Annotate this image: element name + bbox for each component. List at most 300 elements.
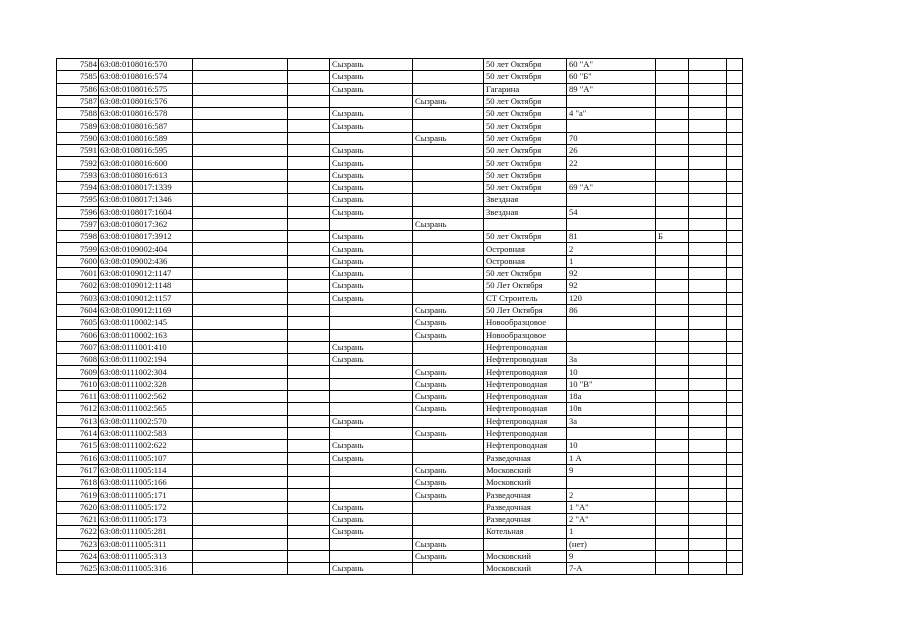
empty-cell [288, 513, 330, 525]
empty-cell [727, 550, 743, 562]
cadastral-number-cell: 63:08:0108016:587 [99, 120, 193, 132]
row-number-cell: 7606 [57, 329, 99, 341]
street-cell: 50 Лет Октября [484, 280, 567, 292]
row-number-cell: 7601 [57, 268, 99, 280]
house-number-cell: 3а [567, 354, 656, 366]
city-cell: Сызрань [330, 59, 413, 71]
table-row [57, 145, 743, 157]
empty-cell [288, 268, 330, 280]
empty-cell [288, 157, 330, 169]
table-row [57, 464, 743, 476]
table-body [57, 59, 743, 575]
table-row [57, 403, 743, 415]
table-row [57, 243, 743, 255]
settlement-cell [413, 268, 484, 280]
empty-cell [689, 366, 727, 378]
row-number-cell: 7611 [57, 391, 99, 403]
house-number-cell: 9 [567, 550, 656, 562]
empty-cell [288, 526, 330, 538]
table-row [57, 563, 743, 575]
empty-cell [193, 292, 288, 304]
house-number-cell: 3а [567, 415, 656, 427]
empty-cell [193, 181, 288, 193]
building-letter-cell [656, 477, 689, 489]
empty-cell [193, 526, 288, 538]
city-cell: Сызрань [330, 513, 413, 525]
empty-cell [727, 120, 743, 132]
empty-cell [727, 268, 743, 280]
street-cell: 50 лет Октября [484, 231, 567, 243]
cadastral-number-cell: 63:08:0108016:575 [99, 83, 193, 95]
house-number-cell: 60 "Б" [567, 71, 656, 83]
cadastral-number-cell: 63:08:0108017:1604 [99, 206, 193, 218]
street-cell: Нефтепроводная [484, 440, 567, 452]
settlement-cell: Сызрань [413, 218, 484, 230]
row-number-cell: 7605 [57, 317, 99, 329]
street-cell: Разведочная [484, 501, 567, 513]
building-letter-cell [656, 120, 689, 132]
settlement-cell: Сызрань [413, 489, 484, 501]
cadastral-number-cell: 63:08:0111005:281 [99, 526, 193, 538]
city-cell: Сызрань [330, 71, 413, 83]
row-number-cell: 7620 [57, 501, 99, 513]
house-number-cell: 2 "А" [567, 513, 656, 525]
city-cell [330, 304, 413, 316]
cadastral-number-cell: 63:08:0108017:1346 [99, 194, 193, 206]
empty-cell [689, 157, 727, 169]
row-number-cell: 7586 [57, 83, 99, 95]
table-row [57, 378, 743, 390]
street-cell: Нефтепроводная [484, 378, 567, 390]
empty-cell [689, 317, 727, 329]
empty-cell [689, 464, 727, 476]
empty-cell [689, 181, 727, 193]
empty-cell [727, 108, 743, 120]
empty-cell [689, 95, 727, 107]
cadastral-number-cell: 63:08:0111005:316 [99, 563, 193, 575]
empty-cell [193, 489, 288, 501]
house-number-cell [567, 218, 656, 230]
cadastral-number-cell: 63:08:0108016:574 [99, 71, 193, 83]
settlement-cell [413, 181, 484, 193]
building-letter-cell [656, 83, 689, 95]
city-cell [330, 550, 413, 562]
cadastral-number-cell: 63:08:0110002:163 [99, 329, 193, 341]
row-number-cell: 7613 [57, 415, 99, 427]
row-number-cell: 7585 [57, 71, 99, 83]
building-letter-cell [656, 378, 689, 390]
row-number-cell: 7600 [57, 255, 99, 267]
empty-cell [288, 538, 330, 550]
city-cell [330, 477, 413, 489]
settlement-cell [413, 231, 484, 243]
row-number-cell: 7612 [57, 403, 99, 415]
empty-cell [193, 329, 288, 341]
row-number-cell: 7593 [57, 169, 99, 181]
street-cell [484, 538, 567, 550]
empty-cell [193, 120, 288, 132]
empty-cell [288, 206, 330, 218]
empty-cell [689, 538, 727, 550]
row-number-cell: 7589 [57, 120, 99, 132]
empty-cell [727, 292, 743, 304]
row-number-cell: 7618 [57, 477, 99, 489]
table-row [57, 526, 743, 538]
settlement-cell [413, 83, 484, 95]
empty-cell [193, 403, 288, 415]
table-row [57, 157, 743, 169]
empty-cell [288, 378, 330, 390]
house-number-cell: 10 "В" [567, 378, 656, 390]
cadastral-number-cell: 63:08:0111005:166 [99, 477, 193, 489]
table-row [57, 501, 743, 513]
building-letter-cell [656, 329, 689, 341]
empty-cell [288, 501, 330, 513]
empty-cell [727, 231, 743, 243]
settlement-cell [413, 120, 484, 132]
city-cell: Сызрань [330, 120, 413, 132]
building-letter-cell [656, 550, 689, 562]
empty-cell [727, 181, 743, 193]
empty-cell [727, 378, 743, 390]
building-letter-cell [656, 513, 689, 525]
table-row [57, 132, 743, 144]
cadastral-number-cell: 63:08:0108016:600 [99, 157, 193, 169]
empty-cell [288, 477, 330, 489]
table-row [57, 317, 743, 329]
empty-cell [727, 477, 743, 489]
city-cell: Сызрань [330, 243, 413, 255]
row-number-cell: 7602 [57, 280, 99, 292]
city-cell: Сызрань [330, 501, 413, 513]
empty-cell [689, 145, 727, 157]
table-row [57, 489, 743, 501]
house-number-cell [567, 329, 656, 341]
building-letter-cell [656, 255, 689, 267]
street-cell: 50 лет Октября [484, 132, 567, 144]
empty-cell [689, 526, 727, 538]
building-letter-cell [656, 157, 689, 169]
house-number-cell: 22 [567, 157, 656, 169]
settlement-cell [413, 501, 484, 513]
house-number-cell: 2 [567, 489, 656, 501]
empty-cell [193, 341, 288, 353]
empty-cell [689, 489, 727, 501]
empty-cell [193, 194, 288, 206]
empty-cell [689, 477, 727, 489]
empty-cell [193, 501, 288, 513]
table-row [57, 427, 743, 439]
empty-cell [288, 194, 330, 206]
building-letter-cell [656, 132, 689, 144]
cadastral-number-cell: 63:08:0111002:622 [99, 440, 193, 452]
street-cell: Гагарина [484, 83, 567, 95]
row-number-cell: 7616 [57, 452, 99, 464]
empty-cell [689, 452, 727, 464]
empty-cell [193, 550, 288, 562]
empty-cell [288, 427, 330, 439]
empty-cell [689, 280, 727, 292]
row-number-cell: 7621 [57, 513, 99, 525]
empty-cell [193, 108, 288, 120]
street-cell: Московский [484, 563, 567, 575]
empty-cell [727, 169, 743, 181]
city-cell: Сызрань [330, 440, 413, 452]
settlement-cell: Сызрань [413, 538, 484, 550]
empty-cell [288, 489, 330, 501]
street-cell: Разведочная [484, 489, 567, 501]
building-letter-cell [656, 292, 689, 304]
house-number-cell: 10в [567, 403, 656, 415]
cadastral-number-cell: 63:08:0108016:595 [99, 145, 193, 157]
settlement-cell [413, 157, 484, 169]
table-row [57, 231, 743, 243]
empty-cell [193, 59, 288, 71]
cadastral-number-cell: 63:08:0111001:410 [99, 341, 193, 353]
building-letter-cell [656, 391, 689, 403]
city-cell [330, 427, 413, 439]
building-letter-cell [656, 108, 689, 120]
house-number-cell: 1 "А" [567, 501, 656, 513]
building-letter-cell [656, 501, 689, 513]
street-cell: 50 лет Октября [484, 181, 567, 193]
empty-cell [689, 501, 727, 513]
table-row [57, 415, 743, 427]
city-cell: Сызрань [330, 280, 413, 292]
empty-cell [689, 329, 727, 341]
row-number-cell: 7604 [57, 304, 99, 316]
empty-cell [689, 440, 727, 452]
row-number-cell: 7596 [57, 206, 99, 218]
cadastral-number-cell: 63:08:0108016:576 [99, 95, 193, 107]
house-number-cell: 54 [567, 206, 656, 218]
cadastral-number-cell: 63:08:0111005:107 [99, 452, 193, 464]
street-cell: Звездная [484, 206, 567, 218]
empty-cell [288, 71, 330, 83]
empty-cell [689, 132, 727, 144]
table-row [57, 391, 743, 403]
street-cell: Московский [484, 477, 567, 489]
street-cell: Московский [484, 550, 567, 562]
empty-cell [193, 538, 288, 550]
empty-cell [193, 378, 288, 390]
empty-cell [193, 513, 288, 525]
table-row [57, 181, 743, 193]
table-row [57, 218, 743, 230]
settlement-cell [413, 206, 484, 218]
empty-cell [193, 354, 288, 366]
empty-cell [727, 452, 743, 464]
cadastral-number-cell: 63:08:0111002:583 [99, 427, 193, 439]
empty-cell [193, 255, 288, 267]
empty-cell [288, 317, 330, 329]
street-cell: Островная [484, 255, 567, 267]
house-number-cell [567, 169, 656, 181]
table-row [57, 71, 743, 83]
empty-cell [193, 132, 288, 144]
row-number-cell: 7617 [57, 464, 99, 476]
row-number-cell: 7597 [57, 218, 99, 230]
street-cell: Московский [484, 464, 567, 476]
empty-cell [193, 477, 288, 489]
table-row [57, 206, 743, 218]
city-cell [330, 489, 413, 501]
house-number-cell: 10 [567, 366, 656, 378]
house-number-cell: 92 [567, 280, 656, 292]
street-cell: Нефтепроводная [484, 354, 567, 366]
empty-cell [689, 108, 727, 120]
empty-cell [689, 304, 727, 316]
building-letter-cell [656, 71, 689, 83]
row-number-cell: 7622 [57, 526, 99, 538]
row-number-cell: 7625 [57, 563, 99, 575]
building-letter-cell [656, 95, 689, 107]
empty-cell [288, 366, 330, 378]
street-cell: 50 лет Октября [484, 157, 567, 169]
empty-cell [689, 403, 727, 415]
city-cell: Сызрань [330, 268, 413, 280]
empty-cell [727, 243, 743, 255]
city-cell [330, 132, 413, 144]
empty-cell [193, 206, 288, 218]
empty-cell [689, 550, 727, 562]
street-cell: 50 лет Октября [484, 145, 567, 157]
building-letter-cell [656, 317, 689, 329]
cadastral-number-cell: 63:08:0111002:565 [99, 403, 193, 415]
building-letter-cell [656, 194, 689, 206]
city-cell [330, 378, 413, 390]
street-cell: Островная [484, 243, 567, 255]
settlement-cell [413, 59, 484, 71]
empty-cell [288, 59, 330, 71]
empty-cell [727, 95, 743, 107]
empty-cell [727, 513, 743, 525]
city-cell: Сызрань [330, 194, 413, 206]
row-number-cell: 7619 [57, 489, 99, 501]
street-cell: 50 лет Октября [484, 59, 567, 71]
table-row [57, 95, 743, 107]
building-letter-cell [656, 563, 689, 575]
table-row [57, 59, 743, 71]
table-row [57, 108, 743, 120]
street-cell: Нефтепроводная [484, 427, 567, 439]
empty-cell [689, 513, 727, 525]
house-number-cell [567, 194, 656, 206]
table-row [57, 538, 743, 550]
empty-cell [727, 304, 743, 316]
street-cell: Новообразцовое [484, 329, 567, 341]
house-number-cell: 26 [567, 145, 656, 157]
house-number-cell: 120 [567, 292, 656, 304]
empty-cell [727, 218, 743, 230]
settlement-cell: Сызрань [413, 329, 484, 341]
empty-cell [689, 59, 727, 71]
empty-cell [689, 415, 727, 427]
cadastral-number-cell: 63:08:0111005:313 [99, 550, 193, 562]
empty-cell [193, 169, 288, 181]
house-number-cell: 7-А [567, 563, 656, 575]
empty-cell [288, 341, 330, 353]
empty-cell [288, 120, 330, 132]
city-cell: Сызрань [330, 157, 413, 169]
empty-cell [689, 563, 727, 575]
empty-cell [288, 550, 330, 562]
empty-cell [727, 255, 743, 267]
building-letter-cell [656, 145, 689, 157]
cadastral-number-cell: 63:08:0111005:172 [99, 501, 193, 513]
empty-cell [727, 280, 743, 292]
city-cell: Сызрань [330, 452, 413, 464]
row-number-cell: 7584 [57, 59, 99, 71]
empty-cell [288, 255, 330, 267]
street-cell: 50 лет Октября [484, 120, 567, 132]
house-number-cell [567, 120, 656, 132]
empty-cell [727, 366, 743, 378]
empty-cell [193, 563, 288, 575]
settlement-cell [413, 243, 484, 255]
city-cell: Сызрань [330, 231, 413, 243]
table-row [57, 440, 743, 452]
empty-cell [727, 83, 743, 95]
empty-cell [193, 391, 288, 403]
empty-cell [727, 403, 743, 415]
empty-cell [689, 292, 727, 304]
cadastral-number-cell: 63:08:0109012:1169 [99, 304, 193, 316]
settlement-cell: Сызрань [413, 403, 484, 415]
empty-cell [727, 145, 743, 157]
empty-cell [727, 157, 743, 169]
empty-cell [727, 526, 743, 538]
table-row [57, 513, 743, 525]
empty-cell [689, 427, 727, 439]
empty-cell [193, 95, 288, 107]
empty-cell [689, 71, 727, 83]
empty-cell [288, 329, 330, 341]
empty-cell [727, 391, 743, 403]
empty-cell [727, 415, 743, 427]
building-letter-cell [656, 206, 689, 218]
house-number-cell: 92 [567, 268, 656, 280]
table-row [57, 304, 743, 316]
house-number-cell: 89 "А" [567, 83, 656, 95]
empty-cell [288, 218, 330, 230]
cadastral-number-cell: 63:08:0111005:311 [99, 538, 193, 550]
empty-cell [288, 231, 330, 243]
street-cell: Звездная [484, 194, 567, 206]
row-number-cell: 7610 [57, 378, 99, 390]
cadastral-number-cell: 63:08:0108017:3912 [99, 231, 193, 243]
empty-cell [288, 304, 330, 316]
settlement-cell: Сызрань [413, 391, 484, 403]
empty-cell [193, 268, 288, 280]
city-cell [330, 366, 413, 378]
empty-cell [727, 206, 743, 218]
street-cell: 50 лет Октября [484, 268, 567, 280]
city-cell: Сызрань [330, 108, 413, 120]
table-row [57, 255, 743, 267]
house-number-cell [567, 317, 656, 329]
empty-cell [727, 317, 743, 329]
empty-cell [193, 218, 288, 230]
empty-cell [193, 157, 288, 169]
empty-cell [193, 427, 288, 439]
empty-cell [288, 132, 330, 144]
house-number-cell: 18а [567, 391, 656, 403]
building-letter-cell [656, 440, 689, 452]
empty-cell [689, 206, 727, 218]
building-letter-cell [656, 526, 689, 538]
building-letter-cell [656, 218, 689, 230]
